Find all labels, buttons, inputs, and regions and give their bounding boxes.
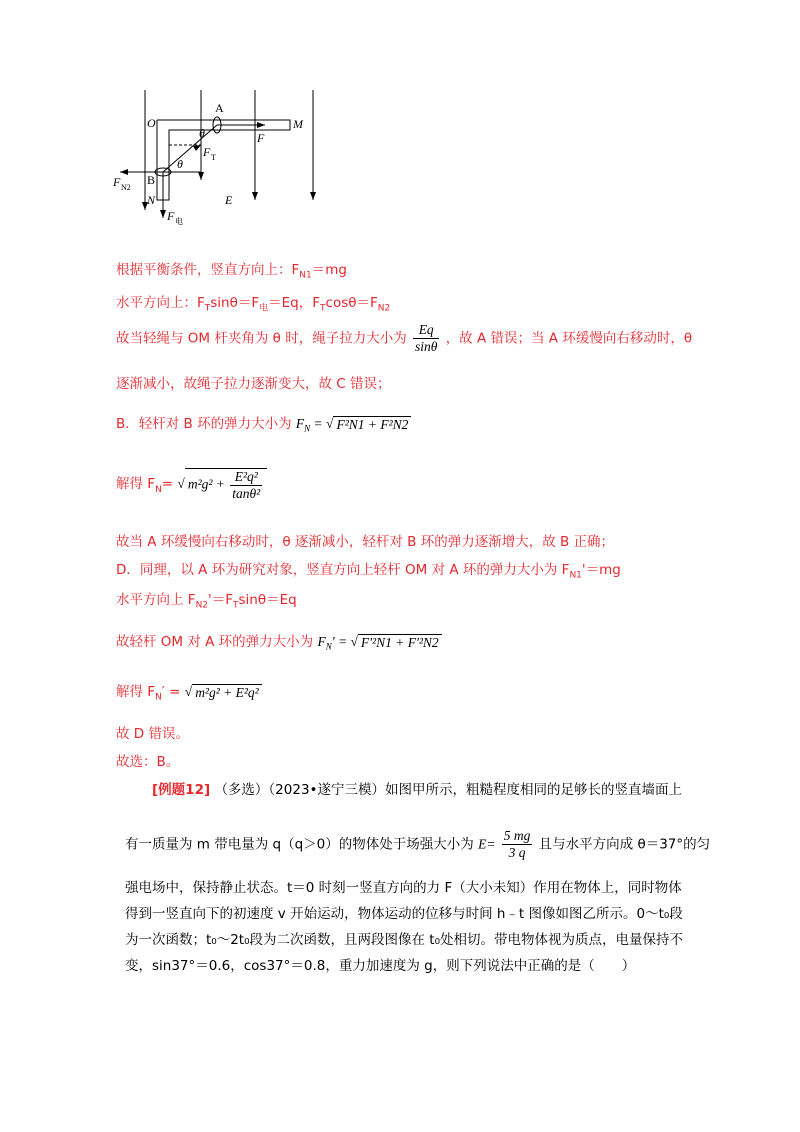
example-tag: [例题12] — [152, 782, 211, 798]
example-12-line-1: [例题12] （多选）（2023•遂宁三模）如图甲所示，粗糙程度相同的足够长的竖直墙面上 — [152, 782, 683, 798]
label-E: E — [225, 193, 233, 207]
solution-line-11: 解得 $F_N'$ = √ m²g² + E²q² — [116, 680, 262, 703]
solution-line-12: 故 D 错误。 — [116, 726, 189, 742]
solution-line-10: 故轻杆 OM 对 A 环的弹力大小为 $F_N'$ = √ F'²N1 + F'²N2 — [116, 630, 442, 652]
force-diagram — [105, 90, 335, 235]
label-theta: θ — [177, 157, 183, 171]
example-12-line-6: 变，sin37°＝0.6，cos37°＝0.8，重力加速度为 g，则下列说法中正确的是（ ） — [125, 958, 636, 974]
solution-line-8: D．同理，以 A 环为研究对象，竖直方向上轻杆 OM 对 A 环的弹力大小为 $F_{N1}'=mg$ — [116, 562, 621, 581]
solution-line-4: 逐渐减小，故绳子拉力逐渐变大，故 C 错误； — [116, 376, 391, 392]
solution-line-5: B．轻杆对 B 环的弹力大小为 $F_N$ = √ F²N1 + F²N2 — [116, 412, 411, 434]
example-12-line-4: 得到一竖直向下的初速度 v 开始运动，物体运动的位移与时间 h﹣t 图像如图乙所示。0～t₀段 — [125, 906, 683, 922]
label-M: M — [293, 117, 303, 131]
example-12-line-2: 有一质量为 m 带电量为 q（q＞0）的物体处于场强大小为 E= $\frac{5 mg}{3 q}$ 且与水平方向成 θ＝37°的匀 — [125, 828, 711, 860]
example-12-line-5: 为一次函数；t₀～2t₀段为二次函数，且两段图像在 t₀处相切。带电物体视为质点，电量保持不 — [125, 932, 683, 948]
solution-line-2: 水平方向上：$F_T\sin\theta=F_电=Eq$，$F_T\cos\theta=F_{N2}$ — [116, 295, 391, 314]
solution-line-6: 解得 $F_N=$ √ m²g² + $\frac{\text{E²q²}}{\text{tanθ²}}$ — [116, 468, 267, 502]
example-12-line-3: 强电场中，保持静止状态。t＝0 时刻一竖直方向的力 F（大小未知）作用在物体上，同时物体 — [125, 880, 682, 896]
label-theta-top: θ — [199, 126, 205, 140]
solution-line-1: 根据平衡条件，竖直方向上：$F_{N1}=mg$ — [116, 262, 347, 281]
solution-line-13: 故选：B。 — [116, 754, 180, 770]
solution-line-7: 故当 A 环缓慢向右移动时，θ 逐渐减小，轻杆对 B 环的弹力逐渐增大，故 B 正确； — [116, 534, 615, 550]
solution-line-9: 水平方向上 $F_{N2}'=F_T\sin\theta=Eq$ — [116, 592, 297, 611]
label-FN2-sub: N2 — [121, 183, 131, 192]
label-O: O — [147, 116, 156, 130]
solution-line-3: 故当轻绳与 OM 杆夹角为 θ 时，绳子拉力大小为 $\frac{Eq}{\sin\theta}$ ，故 A 错误；当 A 环缓慢向右移动时，θ — [116, 322, 693, 354]
label-B: B — [147, 173, 156, 187]
label-Fe-sub: 电 — [175, 217, 183, 226]
label-A: A — [215, 101, 224, 115]
label-FN2: F — [113, 175, 121, 189]
label-F: F — [257, 131, 265, 145]
label-Fe: F — [167, 209, 175, 223]
label-N: N — [147, 193, 156, 207]
label-FT-sub: T — [211, 153, 216, 162]
label-FT: F — [203, 145, 211, 159]
